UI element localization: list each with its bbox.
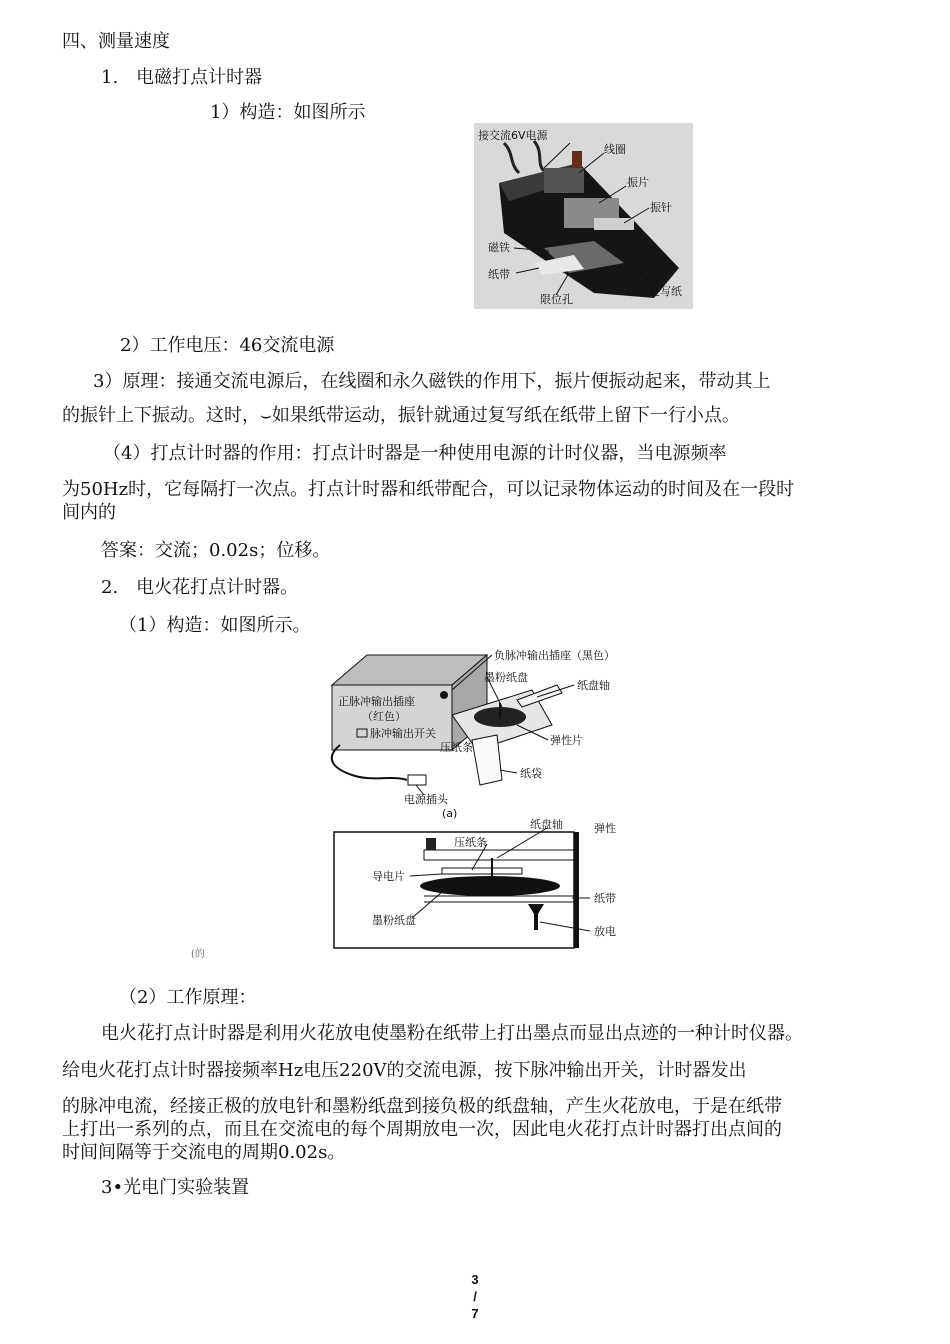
label-magnet: 磁铁 <box>488 241 510 254</box>
label-power-plug: 电源插头 <box>404 793 448 806</box>
page-number-total: 7 <box>471 1306 479 1321</box>
item1-principle-line2: 的振针上下振动。这时，⌣如果纸带运动，振针就通过复写纸在纸带上留下一行小点。 <box>62 405 740 426</box>
label-pos-socket-1: 正脉冲输出插座 <box>338 695 415 708</box>
item2-work-line1: 电火花打点计时器是利用火花放电使墨粉在纸带上打出墨点而显出点迹的一种计时仪器。 <box>101 1023 803 1044</box>
section-heading: 四、测量速度 <box>62 31 170 52</box>
item2-work-title: （2）工作原理： <box>119 987 257 1008</box>
label-needle: 振针 <box>650 201 672 214</box>
label-coil: 线圈 <box>604 143 626 156</box>
label-ink-disk: 墨粉纸盘 <box>484 671 528 684</box>
item3-title: 3•光电门实验装置 <box>101 1177 250 1198</box>
spark-timer-figure-a <box>312 645 642 823</box>
page-number-current: 3 <box>471 1272 479 1287</box>
item1-function-line3: 间内的 <box>62 502 116 523</box>
item2-work-line2: 给电火花打点计时器接频率Hz电压220V的交流电源，按下脉冲输出开关，计时器发出 <box>62 1060 747 1081</box>
label-press-strip: 压纸条 <box>440 741 473 754</box>
label-vibrator: 振片 <box>627 176 649 189</box>
label-power: 接交流6V电源 <box>478 129 548 142</box>
label-b-ink-disk: 墨粉纸盘 <box>372 914 416 927</box>
label-limit-hole: 限位孔 <box>540 293 573 306</box>
label-pulse-switch: 脉冲输出开关 <box>370 727 436 740</box>
item1-principle-line1: 3）原理：接通交流电源后，在线圈和永久磁铁的作用下，振片便振动起来，带动其上 <box>93 371 771 392</box>
label-paper-bag: 纸袋 <box>520 767 542 780</box>
label-b-discharge: 放电 <box>594 925 616 938</box>
label-neg-socket: 负脉冲输出插座（黑色） <box>494 649 615 662</box>
label-carbon-paper: 复写纸 <box>649 285 682 298</box>
page-number-sep: / <box>473 1289 477 1304</box>
item1-voltage: 2）工作电压：46交流电源 <box>120 335 335 356</box>
label-b-press-strip: 压纸条 <box>454 836 487 849</box>
item2-work-line5: 时间间隔等于交流电的周期0.02s。 <box>62 1142 346 1163</box>
label-pos-socket-2: （红色） <box>362 710 406 723</box>
figure-b-caption: (的 <box>191 949 205 960</box>
label-disk-axis: 纸盘轴 <box>577 679 610 692</box>
spark-timer-figure-b <box>332 818 632 952</box>
item1-function-line2: 为50Hz时，它每隔打一次点。打点计时器和纸带配合，可以记录物体运动的时间及在一段时 <box>62 479 795 500</box>
item2-structure: （1）构造：如图所示。 <box>119 615 311 636</box>
label-b-tape: 纸带 <box>594 892 616 905</box>
item1-title: 1. 电磁打点计时器 <box>101 67 263 88</box>
item2-title: 2. 电火花打点计时器。 <box>101 577 299 598</box>
label-spring-plate: 弹性片 <box>550 734 583 747</box>
label-caption-a: (a) <box>442 807 458 820</box>
label-tape: 纸带 <box>488 268 510 281</box>
item1-function-line1: （4）打点计时器的作用：打点计时器是一种使用电源的计时仪器，当电源频率 <box>103 443 727 464</box>
label-b-disk-axis: 纸盘轴 <box>530 818 563 831</box>
electromagnetic-timer-figure <box>474 123 693 309</box>
item1-answer: 答案：交流；0.02s；位移。 <box>101 540 331 561</box>
item1-structure: 1）构造：如图所示 <box>210 102 366 123</box>
label-b-conductor: 导电片 <box>372 870 405 883</box>
label-b-spring: 弹性 <box>594 822 616 835</box>
item2-work-line4: 上打出一系列的点，而且在交流电的每个周期放电一次，因此电火花打点计时器打出点间的 <box>62 1119 782 1140</box>
item2-work-line3: 的脉冲电流，经接正极的放电针和墨粉纸盘到接负极的纸盘轴，产生火花放电，于是在纸带 <box>62 1096 782 1117</box>
